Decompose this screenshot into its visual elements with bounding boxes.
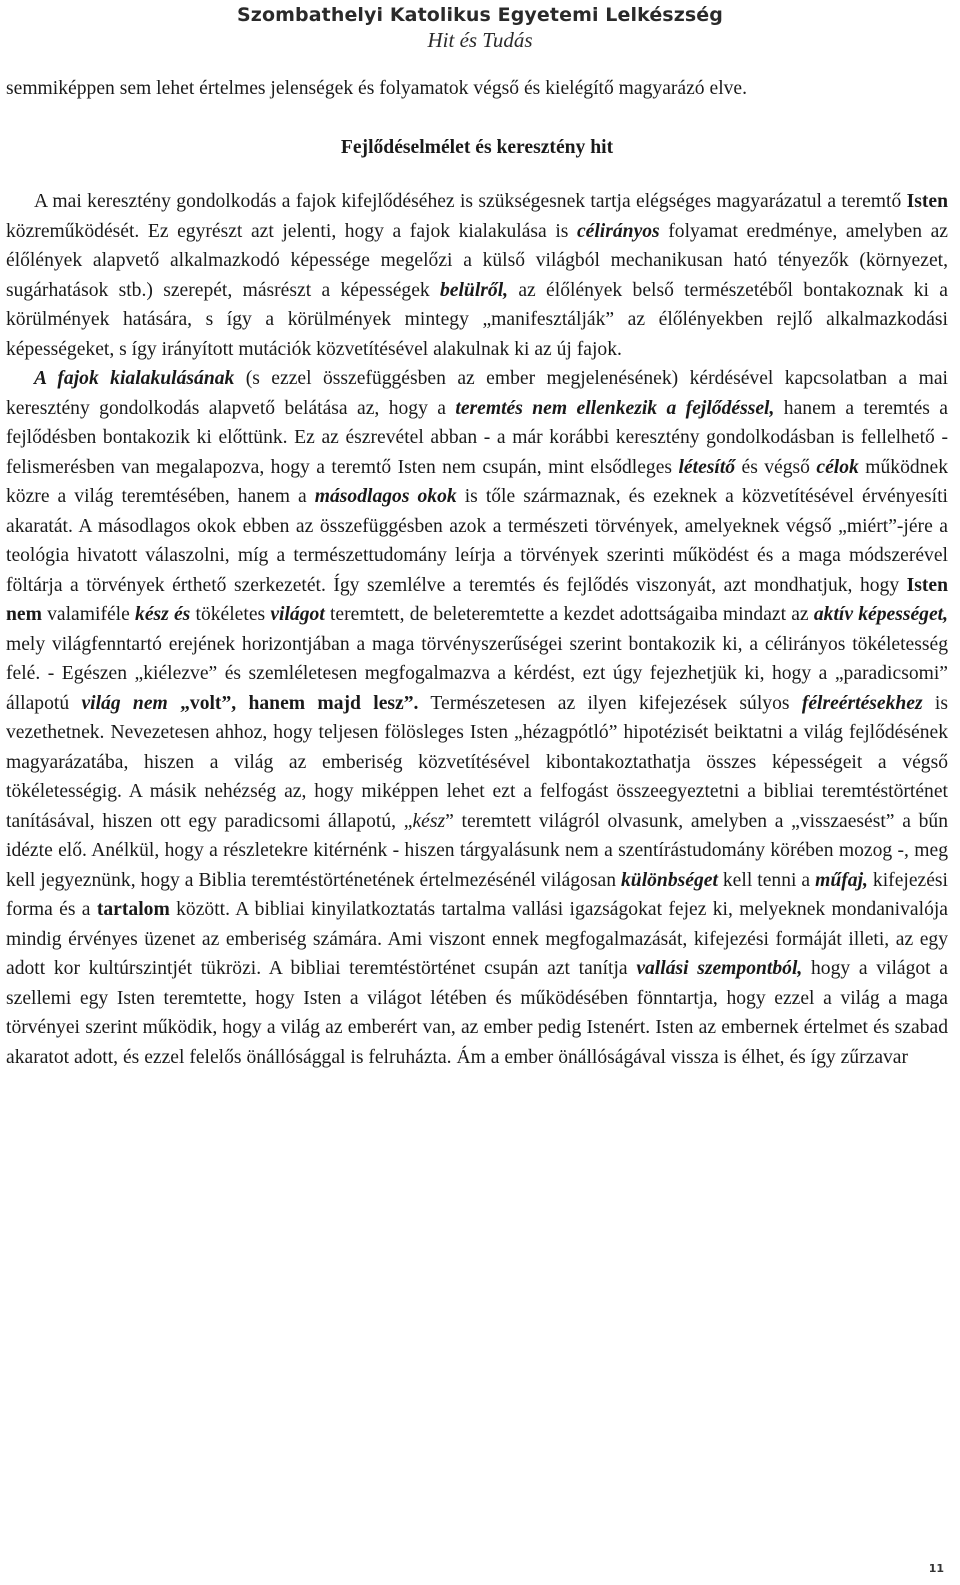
text-run: folyamat eredménye, amelyben az élőlények alapvető alkalmazkodó képessége megelőzi a külső világból mechanikusan ható tényezők (környezet, sugárhatások stb.) szerepét, másrészt a képességek bbox=[6, 220, 948, 301]
emphasis-tartalom: tartalom bbox=[96, 899, 170, 920]
emphasis-teremtes: teremtés nem ellenkezik a fejlődéssel, bbox=[455, 397, 775, 419]
text-run: és végső bbox=[735, 456, 817, 478]
emphasis-mufaj: műfaj, bbox=[815, 869, 868, 891]
section-heading: Fejlődéselmélet és keresztény hit bbox=[340, 136, 614, 158]
emphasis-celok: célok bbox=[816, 456, 859, 478]
emphasis-belulrol: belülről, bbox=[440, 279, 509, 301]
text-run: teremtett, de beleteremtette a kezdet adottságaiba mindazt az bbox=[324, 604, 814, 625]
emphasis-fajok: A fajok kialakulásának bbox=[34, 368, 235, 389]
page-header bbox=[0, 0, 960, 53]
text-run: ” teremtett világról olvasunk, amelyben a „visszaesést” a bűn idézte elő. Anélkül, hogy a részletekre kitérnénk - hiszen tárgyalásunk nem a szentírástudomány körében mozog -, meg kell jegyeznünk, hogy a Biblia teremtéstörténetének értelmezésénél világosan bbox=[6, 810, 948, 891]
emphasis-vilagot: világot bbox=[270, 604, 325, 625]
text-run: közreműködését. Ez egyrészt azt jelenti, hogy a fajok kialakulása is bbox=[6, 220, 577, 242]
emphasis-volt: „volt”, hanem majd lesz”. bbox=[167, 692, 419, 714]
emphasis-vilag-nem: világ nem bbox=[81, 692, 168, 714]
header-subtitle: Hit és Tudás bbox=[427, 28, 533, 52]
text-run: tökéletes bbox=[190, 604, 271, 625]
header-organization: Szombathelyi Katolikus Egyetemi Lelkészség bbox=[237, 4, 723, 26]
text-run: kifejezési forma és a bbox=[6, 869, 948, 920]
emphasis-masodlagos: másodlagos okok bbox=[314, 486, 457, 507]
emphasis-aktiv: aktív képességet, bbox=[813, 604, 948, 625]
emphasis-isten-nem: Isten nem bbox=[6, 574, 948, 625]
paragraph-2 bbox=[6, 364, 948, 1072]
emphasis-kulonbseget: különbséget bbox=[621, 869, 718, 891]
emphasis-isten: Isten bbox=[906, 191, 948, 212]
text-run: is tőle származnak, és ezeknek a közvetítésével érvényesíti akaratát. A másodlagos okok ebben az összefüggésben azok a természeti törvények, amelyeknek végső „miért”-jére a teológia hivatott válaszolni, míg a természettudomány leírja a törvények szerinti működést és a maga módszerével föltárja a törvények érthető szerkezetét. Így szemlélve a teremtés és fejlődés viszonyát, azt mondhatjuk, hogy bbox=[6, 486, 948, 596]
text-run: mely világfenntartó erejének horizontjában a maga törvényszerűségei szerint bontakozik ki, a célirányos tökéletesség felé. - Egészen „kiélezve” és szemléletesen megfogalmazva a kérdést, ezt úgy fejezhetjük ki, hogy a „paradicsomi” állapotú bbox=[6, 633, 948, 714]
text-run: között. A bibliai kinyilatkoztatás tartalma vallási igazságokat fejez ki, melyeknek mondanivalója mindig érvényes üzenet az emberiség számára. Ami viszont ennek megfogalmazását, kifejezési formáját illeti, az egy adott kor kultúrszintjét tükrözi. A bibliai teremtéstörténet csupán azt tanítja bbox=[6, 899, 949, 979]
text-run: (s ezzel összefüggésben az ember megjelenésének) kérdésével kapcsolatban a mai keresztény gondolkodás alapvető belátása az, hogy a bbox=[6, 368, 948, 419]
text-run: A mai keresztény gondolkodás a fajok kifejlődéséhez is szükségesnek tartja elégséges magyarázatul a teremtő bbox=[34, 191, 907, 212]
emphasis-kesz: kész bbox=[412, 810, 446, 832]
text-run: is vezethetnek. Nevezetesen ahhoz, hogy teljesen fölösleges Isten „hézagpótló” hipotézisét beiktatni a világ fejlődésének magyarázatába, hiszen a világ az emberiség közvetítésével kibontakoztathatja összes képességeit a végső tökéletességig. A másik nehézség az, hogy miképpen lehet ezt a felfogást összeegyeztetni a bibliai teremtéstörténet tanításával, hiszen ott egy paradicsomi állapotú, „ bbox=[6, 692, 948, 832]
text-run: Természetesen az ilyen kifejezések súlyos bbox=[418, 692, 802, 714]
paragraph-continuation: semmiképpen sem lehet értelmes jelenségek és folyamatok végső és kielégítő magyarázó elve. bbox=[6, 78, 748, 99]
emphasis-kesz-es: kész és bbox=[135, 604, 191, 625]
text-run: hanem a teremtés a fejlődésben bontakozik ki előttünk. Ez az észrevétel abban - a már korábbi keresztény gondolkodásban is fellelhető - felismerésben van megalapozva, hogy a teremtő Isten nem csupán, mint elsődleges bbox=[6, 397, 948, 478]
text-run: működnek közre a világ teremtésében, hanem a bbox=[6, 456, 948, 507]
text-run: hogy a világot a szellemi egy Isten teremtette, hogy Isten a világot létében és működésében fönntartja, hogy ezzel a világ a maga törvényei szerint működik, hogy a világ az emberért van, az ember pedig Istenért. Isten az embernek értelmet és szabad akaratot adott, és ezzel felelős önállósággal is felruházta. Ám a ember önállóságával vissza is élhet, és így zűrzavar bbox=[6, 958, 948, 1068]
text-run: valamiféle bbox=[41, 604, 136, 625]
emphasis-celiranyos: célirányos bbox=[576, 220, 660, 242]
text-run: kell tenni a bbox=[717, 869, 816, 891]
emphasis-letesito: létesítő bbox=[678, 456, 736, 478]
page-number: 11 bbox=[928, 1562, 944, 1575]
paragraph-1 bbox=[6, 187, 948, 364]
text-run: az élőlények belső természetéből bontakoznak ki a körülmények hatására, s így a körülmények mintegy „manifesztálják” az élőlényekben rejlő alkalmazkodási képességeket, s így irányított mutációk közvetítésével alakulnak ki az új fajok. bbox=[6, 279, 948, 360]
emphasis-felreertesekhez: félreértésekhez bbox=[801, 692, 923, 714]
emphasis-vallasi: vallási szempontból, bbox=[636, 958, 803, 979]
document-body bbox=[6, 74, 948, 1072]
